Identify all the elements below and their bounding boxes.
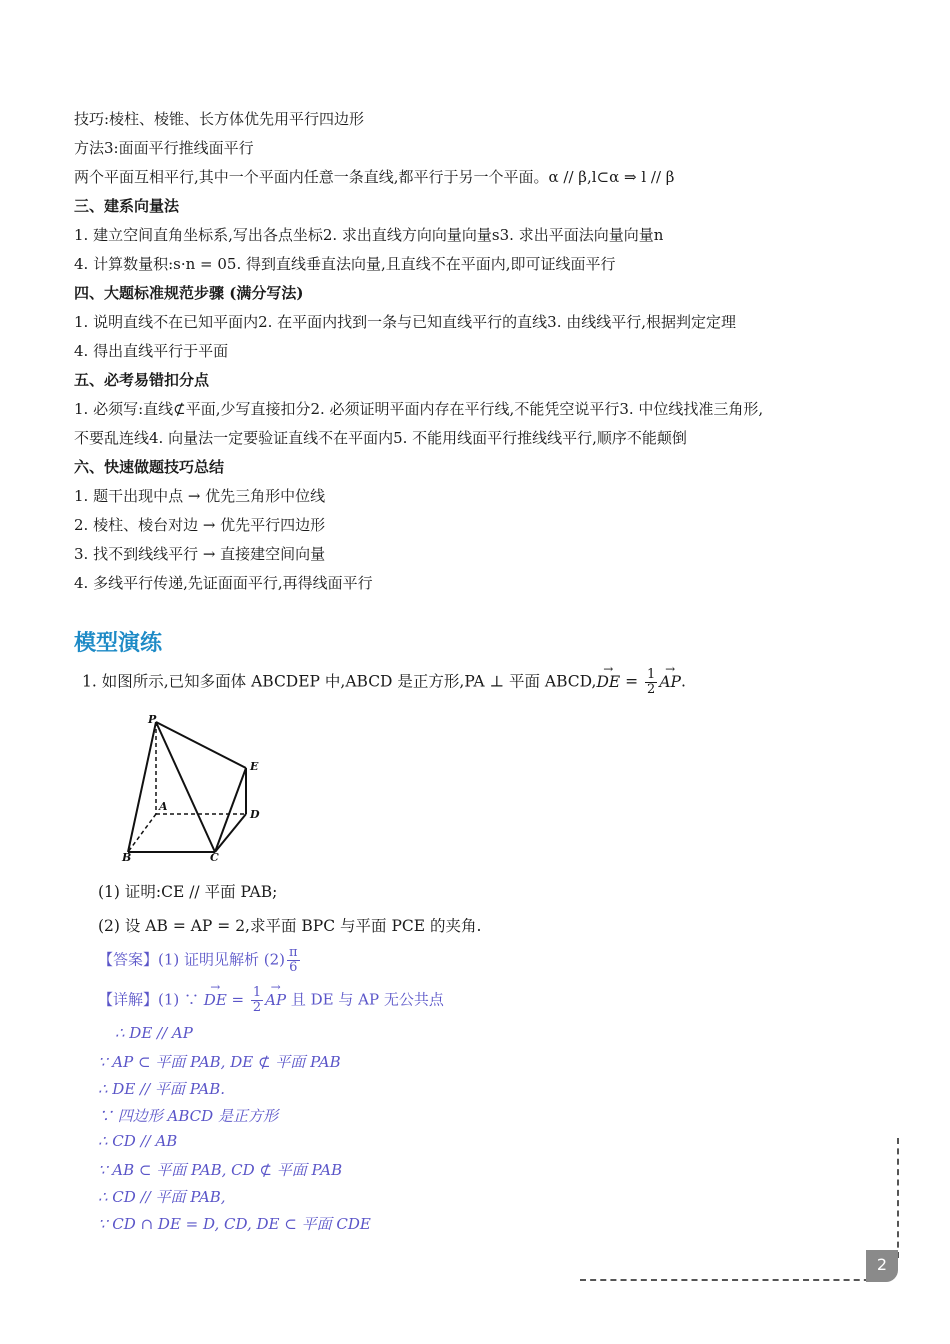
question-2: (2) 设 AB = AP = 2,求平面 BPC 与平面 PCE 的夹角. xyxy=(98,917,482,935)
proof-step: ∵ AB ⊂ 平面 PAB, CD ⊄ 平面 PAB xyxy=(98,1161,343,1179)
text-line: 1. 必须写:直线⊄平面,少写直接扣分2. 必须证明平面内存在平行线,不能凭空说平行3. 中位线找准三角形, xyxy=(74,400,764,418)
vector-ap: → AP xyxy=(659,673,681,691)
fraction-denominator: 2 xyxy=(252,1000,262,1015)
detail-rest: 且 DE 与 AP 无公共点 xyxy=(286,990,444,1009)
label-p: P xyxy=(148,713,157,726)
vector-de: → DE xyxy=(596,673,620,691)
proof-step: ∵ AP ⊂ 平面 PAB, DE ⊄ 平面 PAB xyxy=(98,1053,341,1071)
equals-sign: = xyxy=(226,990,249,1009)
proof-step: ∴ DE // 平面 PAB. xyxy=(98,1080,226,1098)
text-line: 方法3:面面平行推线面平行 xyxy=(74,139,254,157)
text-line: 4. 多线平行传递,先证面面平行,再得线面平行 xyxy=(74,574,373,592)
answer-label: 【答案】(1) 证明见解析 (2) xyxy=(98,950,286,969)
label-c: C xyxy=(210,851,219,862)
edge-pc xyxy=(156,722,215,852)
heading-quick-tips: 六、快速做题技巧总结 xyxy=(74,458,225,476)
period: . xyxy=(680,672,686,691)
fraction-numerator: 1 xyxy=(647,667,656,682)
label-e: E xyxy=(250,760,259,773)
problem-stem xyxy=(82,668,686,697)
section-title: 模型演练 xyxy=(74,631,163,656)
label-d: D xyxy=(250,808,260,821)
fraction-denominator: 6 xyxy=(289,960,298,975)
heading-common-mistakes: 五、必考易错扣分点 xyxy=(74,371,210,389)
fraction-denominator: 2 xyxy=(647,682,656,697)
question-1: (1) 证明:CE // 平面 PAB; xyxy=(98,883,278,901)
proof-step: ∴ DE // AP xyxy=(115,1024,193,1042)
proof-step: ∴ CD // AB xyxy=(98,1132,178,1150)
text-line: 不要乱连线4. 向量法一定要验证直线不在平面内5. 不能用线面平行推线线平行,顺序不能颠倒 xyxy=(74,429,687,447)
proof-step: ∵ 四边形 ABCD 是正方形 xyxy=(98,1107,278,1125)
text-line: 1. 题干出现中点 → 优先三角形中位线 xyxy=(74,487,326,505)
label-a: A xyxy=(159,800,168,813)
answer-line xyxy=(98,946,302,975)
vector-ap: → AP xyxy=(265,991,286,1009)
text-line: 技巧:棱柱、棱锥、长方体优先用平行四边形 xyxy=(74,110,365,128)
text-line: 两个平面互相平行,其中一个平面内任意一条直线,都平行于另一个平面。α // β,l⊂α ⇒ l // β xyxy=(74,168,675,186)
proof-step: ∵ CD ∩ DE = D, CD, DE ⊂ 平面 CDE xyxy=(98,1215,371,1233)
problem-stem-text: 1. 如图所示,已知多面体 ABCDEP 中,ABCD 是正方形,PA ⊥ 平面 ABCD, xyxy=(82,672,597,691)
heading-standard-steps: 四、大题标准规范步骤 (满分写法) xyxy=(74,284,304,302)
page-corner-dash-horizontal xyxy=(580,1279,880,1281)
vector-de: → DE xyxy=(204,991,227,1009)
detail-line xyxy=(98,986,444,1015)
polyhedron-figure xyxy=(112,712,272,862)
text-line: 1. 说明直线不在已知平面内2. 在平面内找到一条与已知直线平行的直线3. 由线线平行,根据判定定理 xyxy=(74,313,737,331)
page-number: 2 xyxy=(866,1250,898,1282)
proof-step: ∴ CD // 平面 PAB, xyxy=(98,1188,226,1206)
fraction-numerator: 1 xyxy=(252,985,262,1000)
fraction-one-half xyxy=(645,668,657,697)
fraction-numerator: π xyxy=(289,945,298,960)
edge-cd xyxy=(215,814,246,852)
fraction-one-half xyxy=(251,986,263,1015)
edge-pe xyxy=(156,722,246,768)
text-line: 3. 找不到线线平行 → 直接建空间向量 xyxy=(74,545,326,563)
text-line: 4. 计算数量积:s·n = 05. 得到直线垂直法向量,且直线不在平面内,即可证线面平行 xyxy=(74,255,616,273)
page-corner-dash-vertical xyxy=(897,1138,899,1258)
label-b: B xyxy=(122,851,132,862)
text-line: 1. 建立空间直角坐标系,写出各点坐标2. 求出直线方向向量向量s3. 求出平面法向量向量n xyxy=(74,226,664,244)
detail-label: 【详解】(1) ∵ xyxy=(98,990,204,1009)
fraction-pi-over-6 xyxy=(287,946,300,975)
equals-sign: = xyxy=(620,672,644,691)
heading-vector-method: 三、建系向量法 xyxy=(74,197,180,215)
text-line: 2. 棱柱、棱台对边 → 优先平行四边形 xyxy=(74,516,326,534)
text-line: 4. 得出直线平行于平面 xyxy=(74,342,229,360)
edge-ec xyxy=(215,768,246,852)
